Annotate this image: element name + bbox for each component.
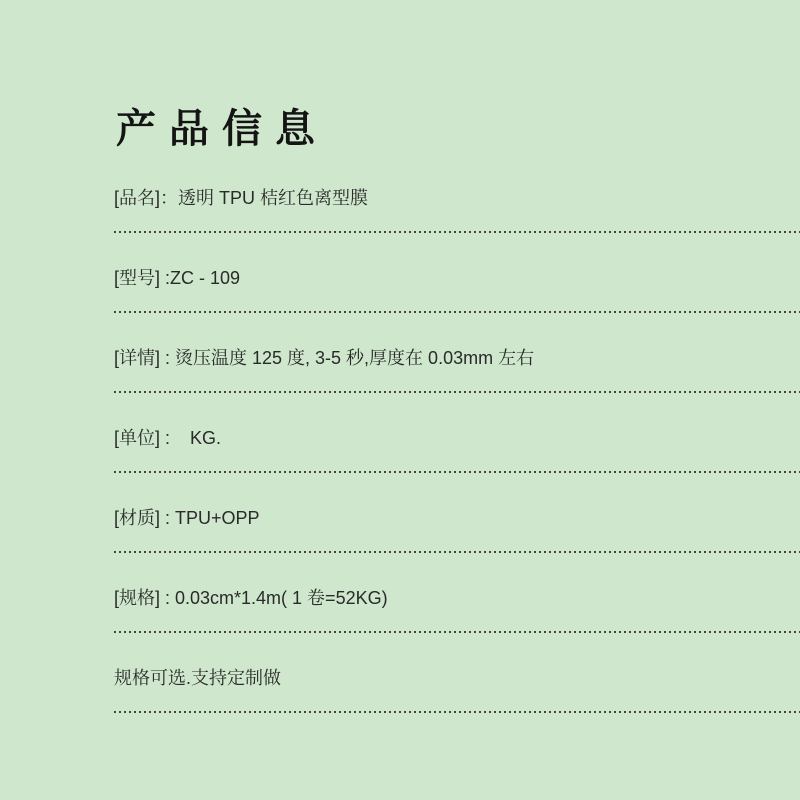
product-info-list (114, 188, 800, 713)
dotted-divider (114, 551, 800, 553)
info-row-text: [型号] :ZC - 109 (114, 268, 241, 288)
info-row (114, 268, 800, 313)
info-row-text: [品名]：透明 TPU 桔红色离型膜 (114, 188, 369, 208)
dotted-divider (114, 471, 800, 473)
dotted-divider (114, 391, 800, 393)
info-row-text: [单位] : KG. (114, 428, 222, 448)
info-row (114, 428, 800, 473)
dotted-divider (114, 231, 800, 233)
dotted-divider (114, 311, 800, 313)
info-row (114, 588, 800, 633)
info-row (114, 508, 800, 553)
page-title: 产品信息 (116, 106, 328, 151)
info-row (114, 348, 800, 393)
dotted-divider (114, 631, 800, 633)
info-row-text: [规格] : 0.03cm*1.4m( 1 卷=52KG) (114, 588, 388, 608)
info-row-text: [详情] : 烫压温度 125 度, 3-5 秒,厚度在 0.03mm 左右 (114, 348, 535, 368)
info-row-text: [材质] : TPU+OPP (114, 508, 260, 528)
info-row (114, 188, 800, 233)
info-row (114, 668, 800, 713)
info-row-text: 规格可选.支持定制做 (114, 668, 282, 688)
dotted-divider (114, 711, 800, 713)
